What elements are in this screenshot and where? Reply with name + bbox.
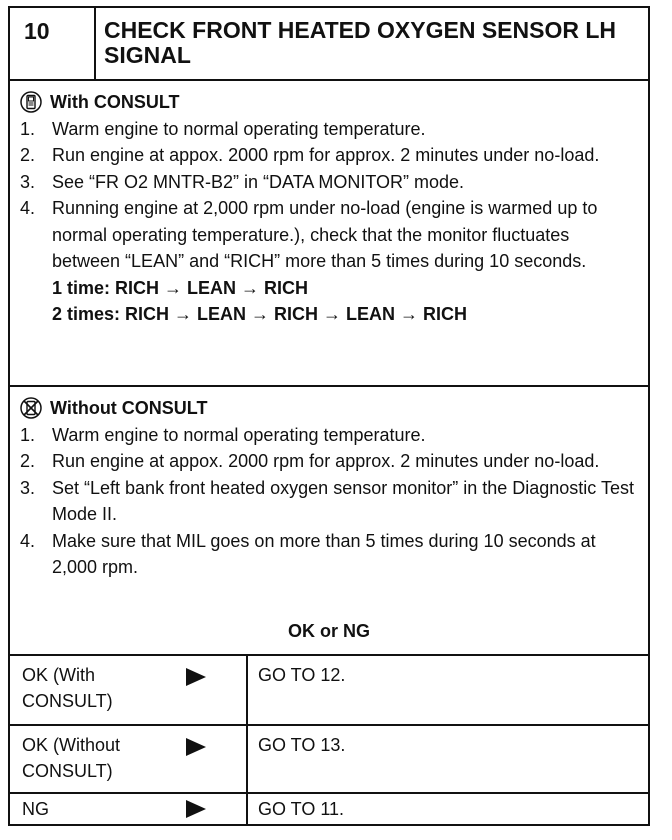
result-row-ng [10,794,648,824]
without-consult-steps [20,422,638,581]
arrow-right-icon [186,800,206,818]
step-title: CHECK FRONT HEATED OXYGEN SENSOR LH SIGNAL [104,17,616,68]
result-label: NG [22,799,49,819]
with-consult-heading [20,89,638,116]
result-action: GO TO 13. [258,735,346,755]
result-label: OK (With CONSULT) [22,665,113,711]
sequence-two-times: 2 times: RICH → LEAN → RICH → LEAN → RICH [52,304,468,324]
procedure-box [8,6,650,826]
arrow-right-icon [186,668,206,686]
step-number: 10 [10,8,96,79]
result-label-cell [10,656,248,724]
arrow-right-icon [186,738,206,756]
result-action: GO TO 12. [258,665,346,685]
without-consult-section [10,387,648,618]
ok-or-ng-heading: OK or NG [10,618,648,656]
procedure-header [10,8,648,81]
result-row-ok-with-consult [10,656,648,726]
list-item: 2. Run engine at appox. 2000 rpm for approx. 2 minutes under no-load. [20,451,600,471]
list-item: 1. Warm engine to normal operating temperature. [20,118,426,139]
result-row-ok-without-consult [10,726,648,794]
consult-monitor-icon [20,91,42,113]
list-item: 4. Make sure that MIL goes on more than 5 times during 10 seconds at 2,000 rpm. [20,530,596,577]
sequence-one-time: 1 time: RICH → LEAN → RICH [52,277,309,298]
list-item: 3. See “FR O2 MNTR-B2” in “DATA MONITOR” mode. [20,171,465,192]
result-label-cell [10,794,248,824]
list-item: 3. Set “Left bank front heated oxygen sensor monitor” in the Diagnostic Test Mode II. [20,477,634,524]
without-consult-heading-text: Without CONSULT [50,398,208,418]
result-label-cell [10,726,248,792]
list-item: 4. Running engine at 2,000 rpm under no-load (engine is warmed up to normal operating temperature.), check that the monitor fluctuates between “LEAN” and “RICH” more than 5 times during 10 seconds. [20,198,598,271]
result-action: GO TO 11. [258,799,345,819]
without-consult-heading [20,395,638,422]
with-consult-heading-text: With CONSULT [50,92,180,112]
no-consult-icon [20,397,42,419]
with-consult-section [10,81,648,387]
with-consult-steps [20,116,638,275]
result-label: OK (Without CONSULT) [22,735,121,781]
list-item: 2. Run engine at appox. 2000 rpm for approx. 2 minutes under no-load. [20,145,600,165]
list-item: 1. Warm engine to normal operating temperature. [20,424,426,445]
